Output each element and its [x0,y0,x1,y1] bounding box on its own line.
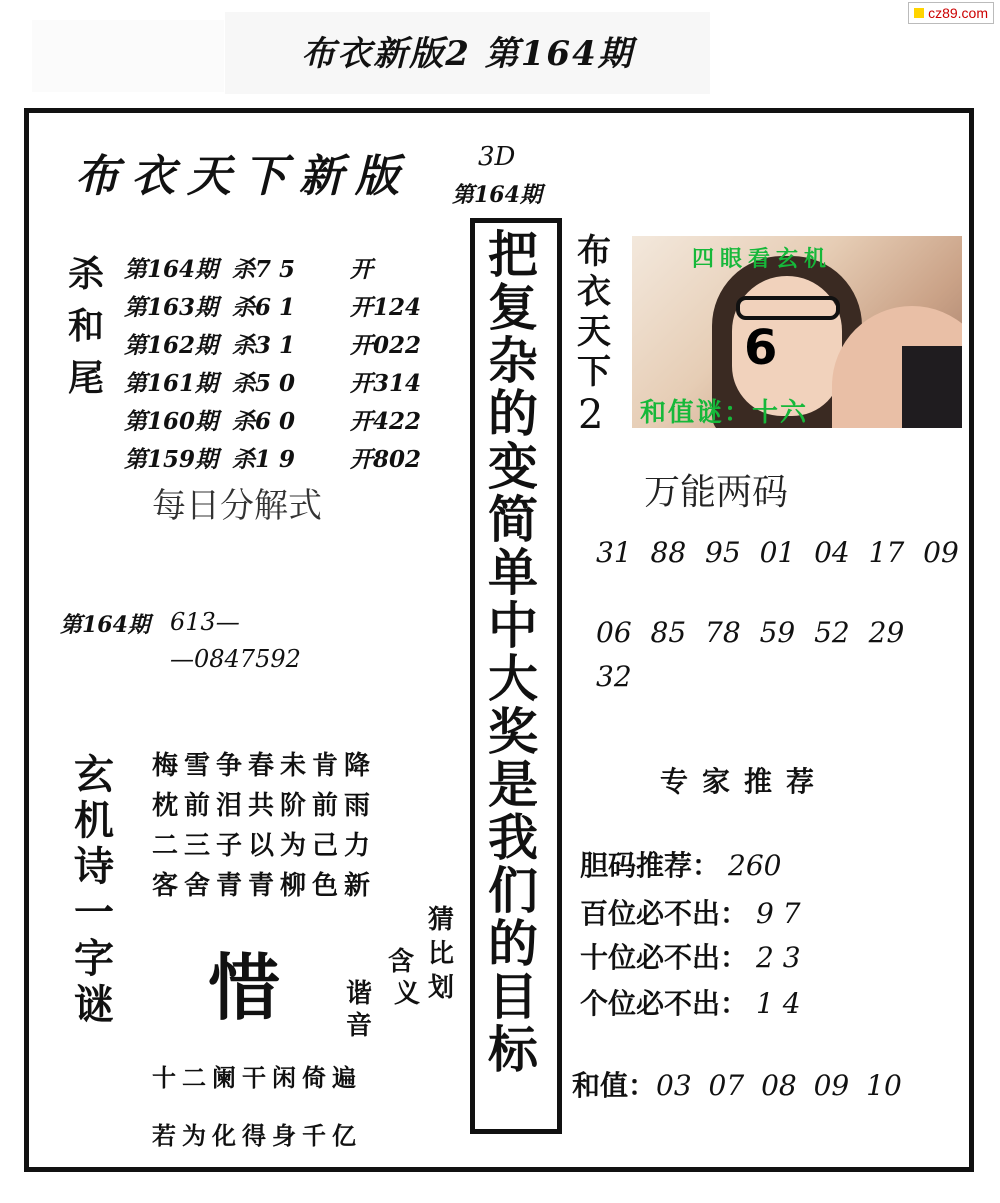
codes-line: 06 85 78 59 52 29 [596,616,905,649]
expert-value: 2 3 [756,941,801,974]
sum-row [572,1064,902,1104]
expert-row [580,892,801,932]
expert-row [580,982,801,1022]
poem-bottom-line: 十二阑干闲倚遍 [152,1063,362,1092]
kill-value: 杀3 1 [232,331,296,359]
expert-row [580,844,781,884]
sum-values: 03 07 08 09 10 [656,1069,902,1102]
open-value: 开802 [350,445,422,473]
kill-value: 杀6 0 [232,407,296,435]
expert-value: 1 4 [756,987,801,1020]
page-title: 布衣新版2 第164期 [301,34,634,74]
watermark-text: cz89.com [928,5,988,21]
expert-title: 专家推荐 [660,765,829,798]
hint-char: 猜 [428,905,455,935]
codes-line: 31 88 95 01 04 17 09 [596,536,959,569]
sum-label: 和值： [572,1069,657,1102]
kill-row [124,324,450,362]
photo-caption: 四眼看玄机 [692,246,833,272]
daily-issue: 第164期 [60,612,150,638]
poem-line: 梅雪争春未肯降 [152,751,377,781]
expert-value: 260 [728,849,782,882]
hint-char: 含 [388,947,415,977]
hint-char: 比 [428,939,455,969]
expert-label: 个位必不出： [580,987,749,1020]
hint-char: 音 [346,1011,373,1041]
poem-line: 枕前泪共阶前雨 [152,791,377,821]
expert-label: 十位必不出： [580,941,749,974]
kill-tail-label: 杀和尾 [67,253,104,399]
kill-issue: 第162期 [124,331,219,359]
kill-row [124,400,450,438]
main-heading: 布衣天下新版 [75,151,411,202]
kill-row [124,286,450,324]
kill-issue: 第161期 [124,369,219,397]
site-watermark[interactable] [908,2,994,24]
kill-value: 杀7 5 [232,255,296,283]
glasses-icon [736,296,840,320]
open-value: 开314 [350,369,422,397]
expert-value: 9 7 [756,897,801,930]
watermark-icon [914,8,924,18]
daily-line-1: 613— [170,608,240,636]
hint-char: 谐 [346,979,373,1009]
poem-line: 客舍青青柳色新 [152,871,377,901]
kill-issue: 第159期 [124,445,219,473]
riddle-poem [152,746,376,906]
brand-number: 2 [578,392,604,438]
kill-tail-table [124,248,450,476]
codes-line: 32 [596,660,632,693]
sum-riddle: 和值谜：十六 [640,398,809,428]
expert-label: 百位必不出： [580,897,749,930]
poem-line: 二三子以为己力 [152,831,377,861]
heading-issue: 第164期 [452,182,542,208]
kill-row [124,438,450,476]
kill-issue: 第164期 [124,255,219,283]
header-blank-panel [32,20,224,92]
riddle-answer: 惜 [208,945,281,1030]
universal-two-codes-title: 万能两码 [644,472,789,513]
kill-value: 杀1 9 [232,445,296,473]
open-value: 开422 [350,407,422,435]
expert-label: 胆码推荐： [580,849,721,882]
brand-vertical: 布衣天下 [577,232,611,392]
kill-row [124,362,450,400]
expert-row [580,936,801,976]
poem-bottom-line: 若为化得身千亿 [152,1121,362,1150]
hint-char: 义 [394,979,421,1009]
heading-3d-tag: 3D [478,142,516,172]
kill-issue: 第160期 [124,407,219,435]
kill-value: 杀5 0 [232,369,296,397]
daily-formula-title: 每日分解式 [152,486,322,526]
riddle-poem-label: 玄机诗一字谜 [74,751,114,1028]
kill-issue: 第163期 [124,293,219,321]
daily-line-2: —0847592 [170,645,301,673]
open-value: 开 [350,255,373,283]
photo-dark-patch [902,346,962,428]
hint-char: 划 [428,973,455,1003]
kill-row [124,248,450,286]
slogan-text: 把复杂的变简单中大奖是我们的目标 [488,225,538,1079]
photo-number: 6 [744,320,778,376]
open-value: 开022 [350,331,422,359]
promo-photo [632,236,962,428]
kill-value: 杀6 1 [232,293,296,321]
open-value: 开124 [350,293,422,321]
